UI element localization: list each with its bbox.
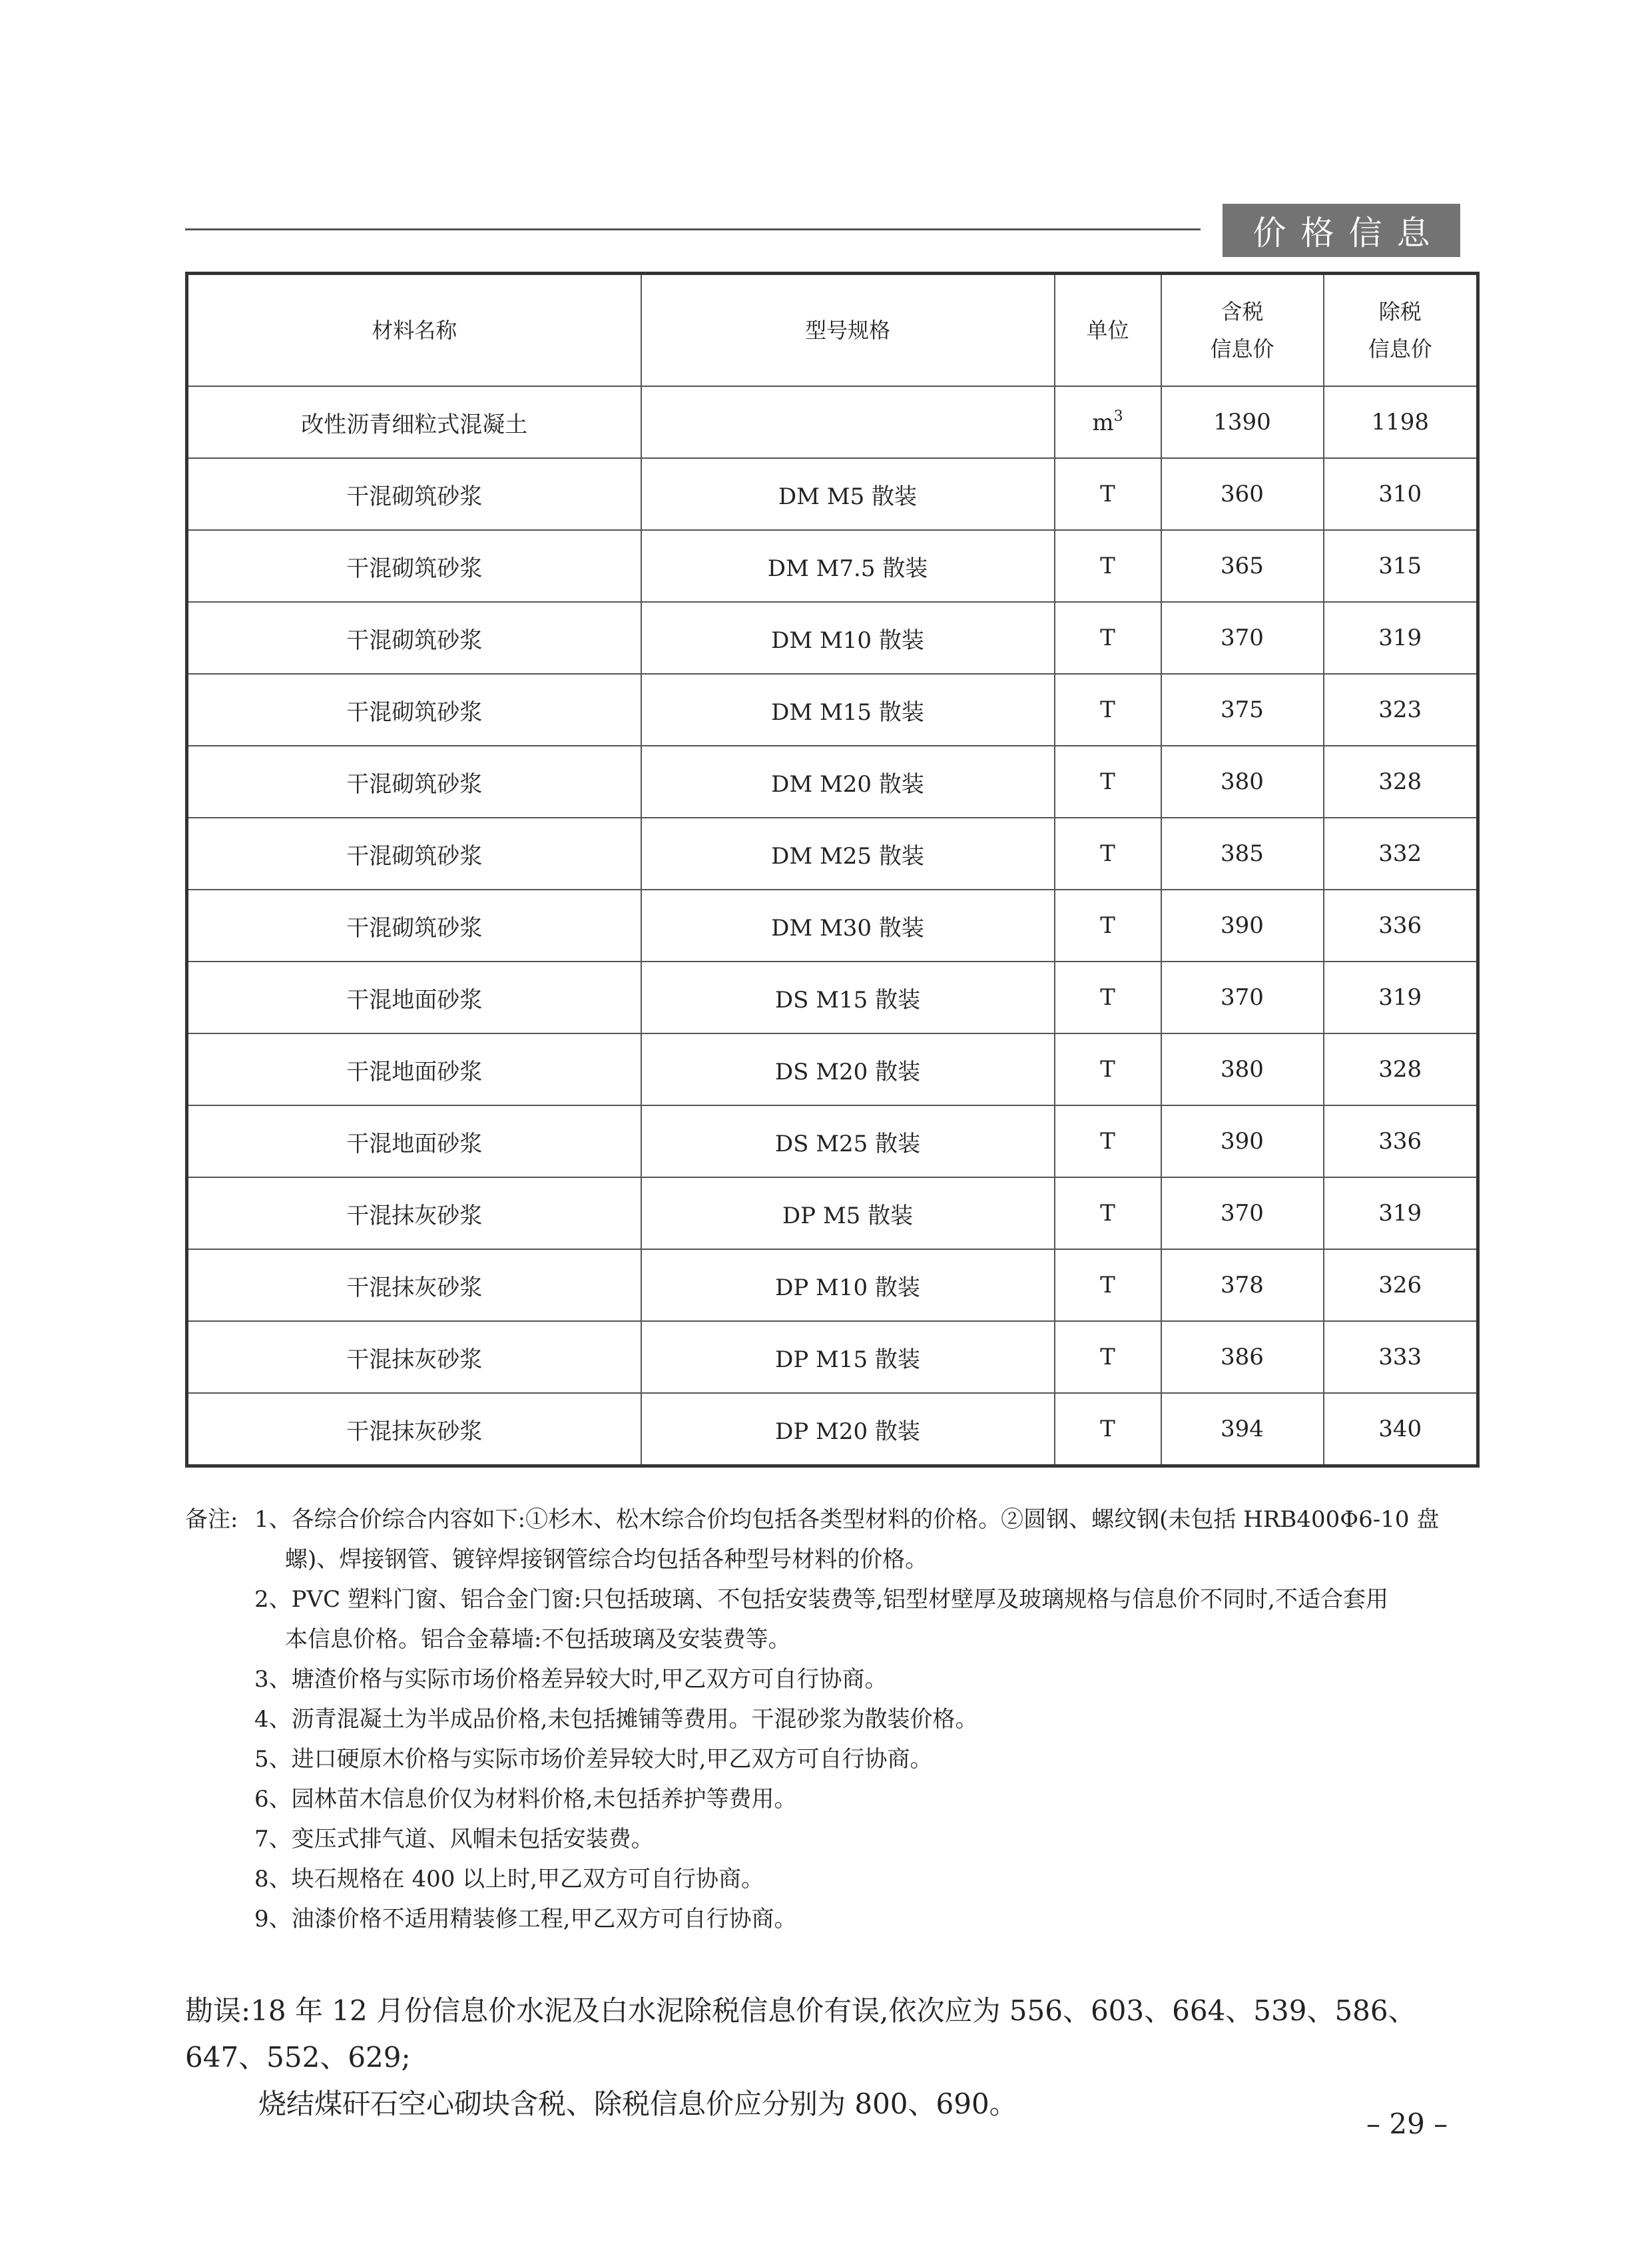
section-title-tab [1223, 204, 1460, 257]
cell-tax-included: 365 [1161, 530, 1324, 602]
note-item [185, 1659, 1476, 1699]
cell-tax-included: 394 [1161, 1393, 1324, 1466]
cell-unit [1055, 962, 1161, 1033]
cell-tax-included: 390 [1161, 890, 1324, 962]
cell-unit [1055, 746, 1161, 818]
page-number: – 29 – [1366, 2108, 1448, 2140]
header-tax-excluded-text: 除税 信息价 [1368, 299, 1432, 362]
note-indent [185, 1779, 254, 1819]
cell-tax-excluded: 323 [1324, 674, 1478, 746]
table-row [187, 602, 1478, 674]
cell-unit [1055, 1105, 1161, 1177]
note-text: 塘渣价格与实际市场价格差异较大时,甲乙双方可自行协商。 [291, 1666, 888, 1693]
cell-tax-included: 360 [1161, 458, 1324, 530]
cell-spec: DP M10 散装 [641, 1249, 1055, 1321]
note-text: 变压式排气道、风帽未包括安装费。 [291, 1826, 654, 1852]
note-indent [185, 1699, 254, 1739]
cell-tax-included: 370 [1161, 962, 1324, 1033]
cell-unit [1055, 386, 1161, 458]
table-row [187, 890, 1478, 962]
note-indent [185, 1899, 254, 1939]
cell-tax-excluded: 1198 [1324, 386, 1478, 458]
unit-text: T [1100, 984, 1115, 1011]
cell-spec: DM M15 散装 [641, 674, 1055, 746]
note-text: 各综合价综合内容如下:①杉木、松木综合价均包括各类型材料的价格。②圆钢、螺纹钢(未包括 HRB400Φ6-10 盘 [291, 1506, 1440, 1533]
cell-material-name: 干混抹灰砂浆 [187, 1249, 641, 1321]
table-row [187, 1177, 1478, 1249]
cell-material-name: 干混抹灰砂浆 [187, 1177, 641, 1249]
unit-text: T [1100, 1200, 1115, 1227]
unit-text: m [1092, 410, 1114, 436]
cell-material-name: 干混砌筑砂浆 [187, 530, 641, 602]
header-tax-excluded [1324, 274, 1478, 387]
cell-spec [641, 386, 1055, 458]
note-text: 油漆价格不适用精装修工程,甲乙双方可自行协商。 [291, 1906, 797, 1932]
note-indent [185, 1819, 254, 1859]
cell-tax-included: 370 [1161, 1177, 1324, 1249]
cell-material-name: 干混砌筑砂浆 [187, 674, 641, 746]
cell-unit [1055, 530, 1161, 602]
unit-text: T [1100, 553, 1115, 579]
cell-unit [1055, 602, 1161, 674]
note-number: 1、 [254, 1506, 292, 1533]
cell-spec: DS M15 散装 [641, 962, 1055, 1033]
note-continuation: 本信息价格。铝合金幕墙:不包括玻璃及安装费等。 [285, 1626, 791, 1653]
cell-tax-excluded: 328 [1324, 1033, 1478, 1105]
errata-section [185, 1988, 1476, 2127]
unit-text: T [1100, 840, 1115, 867]
cell-tax-excluded: 319 [1324, 1177, 1478, 1249]
price-table [185, 272, 1480, 1468]
cell-unit [1055, 1033, 1161, 1105]
cell-material-name: 干混地面砂浆 [187, 1033, 641, 1105]
header-material-name: 材料名称 [187, 274, 641, 387]
notes-section [185, 1500, 1476, 1939]
unit-text: T [1100, 912, 1115, 939]
unit-text: T [1100, 625, 1115, 651]
note-number: 3、 [254, 1666, 292, 1693]
cell-spec: DM M25 散装 [641, 818, 1055, 890]
cell-spec: DM M7.5 散装 [641, 530, 1055, 602]
note-item [185, 1500, 1476, 1540]
cell-tax-included: 375 [1161, 674, 1324, 746]
cell-unit [1055, 458, 1161, 530]
cell-material-name: 干混砌筑砂浆 [187, 746, 641, 818]
cell-tax-excluded: 333 [1324, 1321, 1478, 1393]
cell-material-name: 干混砌筑砂浆 [187, 602, 641, 674]
note-indent [185, 1579, 254, 1619]
cell-unit [1055, 890, 1161, 962]
cell-unit [1055, 674, 1161, 746]
unit-text: T [1100, 1056, 1115, 1083]
cell-spec: DS M20 散装 [641, 1033, 1055, 1105]
errata-line-2: 烧结煤矸石空心砌块含税、除税信息价应分别为 800、690。 [258, 2088, 1017, 2120]
note-number: 5、 [254, 1746, 292, 1773]
table-row [187, 386, 1478, 458]
cell-tax-included: 370 [1161, 602, 1324, 674]
cell-spec: DP M20 散装 [641, 1393, 1055, 1466]
note-item [185, 1579, 1476, 1619]
cell-tax-excluded: 336 [1324, 890, 1478, 962]
note-text: 沥青混凝土为半成品价格,未包括摊铺等费用。干混砂浆为散装价格。 [291, 1706, 978, 1733]
cell-tax-included: 385 [1161, 818, 1324, 890]
cell-spec: DM M10 散装 [641, 602, 1055, 674]
cell-tax-included: 1390 [1161, 386, 1324, 458]
note-number: 4、 [254, 1706, 292, 1733]
note-item [185, 1819, 1476, 1859]
cell-spec: DP M5 散装 [641, 1177, 1055, 1249]
errata-line-1: 勘误:18 年 12 月份信息价水泥及白水泥除税信息价有误,依次应为 556、603、664、539、586、647、552、629; [185, 1994, 1416, 2074]
unit-text: T [1100, 1128, 1115, 1155]
cell-tax-included: 390 [1161, 1105, 1324, 1177]
cell-tax-excluded: 332 [1324, 818, 1478, 890]
unit-text: T [1100, 768, 1115, 795]
cell-material-name: 改性沥青细粒式混凝土 [187, 386, 641, 458]
cell-unit [1055, 1249, 1161, 1321]
cell-tax-excluded: 319 [1324, 962, 1478, 1033]
note-indent [185, 1659, 254, 1699]
note-item [185, 1899, 1476, 1939]
header-tax-included-text: 含税 信息价 [1210, 299, 1274, 362]
cell-tax-included: 378 [1161, 1249, 1324, 1321]
cell-tax-excluded: 315 [1324, 530, 1478, 602]
header-tax-included [1161, 274, 1324, 387]
unit-text: T [1100, 1416, 1115, 1442]
cell-tax-excluded: 326 [1324, 1249, 1478, 1321]
note-text: 进口硬原木价格与实际市场价差异较大时,甲乙双方可自行协商。 [291, 1746, 933, 1773]
cell-unit [1055, 1393, 1161, 1466]
note-number: 2、 [254, 1586, 292, 1613]
unit-text: T [1100, 697, 1115, 723]
note-item [185, 1859, 1476, 1899]
header-rule [185, 228, 1201, 230]
cell-tax-excluded: 319 [1324, 602, 1478, 674]
table-header-row [187, 274, 1478, 387]
note-indent [185, 1859, 254, 1899]
cell-unit [1055, 1177, 1161, 1249]
table-row [187, 458, 1478, 530]
cell-unit [1055, 1321, 1161, 1393]
cell-spec: DS M25 散装 [641, 1105, 1055, 1177]
table-row [187, 1033, 1478, 1105]
cell-tax-excluded: 310 [1324, 458, 1478, 530]
unit-text: T [1100, 1272, 1115, 1298]
unit-text: T [1100, 1344, 1115, 1370]
section-title: 价格信息 [1252, 214, 1445, 252]
cell-material-name: 干混地面砂浆 [187, 962, 641, 1033]
cell-tax-excluded: 328 [1324, 746, 1478, 818]
note-item [185, 1699, 1476, 1739]
note-continuation: 螺)、焊接钢管、镀锌焊接钢管综合均包括各种型号材料的价格。 [285, 1546, 928, 1573]
cell-spec: DM M30 散装 [641, 890, 1055, 962]
table-row [187, 674, 1478, 746]
table-row [187, 746, 1478, 818]
note-item [185, 1779, 1476, 1819]
cell-tax-excluded: 336 [1324, 1105, 1478, 1177]
cell-spec: DM M5 散装 [641, 458, 1055, 530]
table-row [187, 1321, 1478, 1393]
header-unit: 单位 [1055, 274, 1161, 387]
notes-label: 备注: [185, 1506, 238, 1533]
table-row [187, 1105, 1478, 1177]
cell-material-name: 干混砌筑砂浆 [187, 890, 641, 962]
note-text: 园林苗木信息价仅为材料价格,未包括养护等费用。 [291, 1786, 797, 1813]
note-number: 6、 [254, 1786, 292, 1813]
note-item [185, 1739, 1476, 1779]
cell-tax-included: 380 [1161, 746, 1324, 818]
cell-tax-included: 380 [1161, 1033, 1324, 1105]
cell-tax-excluded: 340 [1324, 1393, 1478, 1466]
table-body [187, 386, 1478, 1466]
note-number: 8、 [254, 1866, 292, 1892]
table-row [187, 1249, 1478, 1321]
cell-spec: DM M20 散装 [641, 746, 1055, 818]
table-row [187, 818, 1478, 890]
cell-tax-included: 386 [1161, 1321, 1324, 1393]
cell-material-name: 干混砌筑砂浆 [187, 458, 641, 530]
header-spec: 型号规格 [641, 274, 1055, 387]
unit-text: T [1100, 481, 1115, 507]
table-row [187, 1393, 1478, 1466]
note-number: 9、 [254, 1906, 292, 1932]
cell-material-name: 干混抹灰砂浆 [187, 1393, 641, 1466]
cell-spec: DP M15 散装 [641, 1321, 1055, 1393]
table-row [187, 962, 1478, 1033]
table-row [187, 530, 1478, 602]
cell-unit [1055, 818, 1161, 890]
cell-material-name: 干混地面砂浆 [187, 1105, 641, 1177]
note-indent [185, 1739, 254, 1779]
cell-material-name: 干混抹灰砂浆 [187, 1321, 641, 1393]
note-number: 7、 [254, 1826, 292, 1852]
note-text: PVC 塑料门窗、铝合金门窗:只包括玻璃、不包括安装费等,铝型材壁厚及玻璃规格与信息价不同时,不适合套用 [291, 1586, 1388, 1613]
unit-superscript: 3 [1113, 408, 1123, 425]
cell-material-name: 干混砌筑砂浆 [187, 818, 641, 890]
note-text: 块石规格在 400 以上时,甲乙双方可自行协商。 [291, 1866, 764, 1892]
